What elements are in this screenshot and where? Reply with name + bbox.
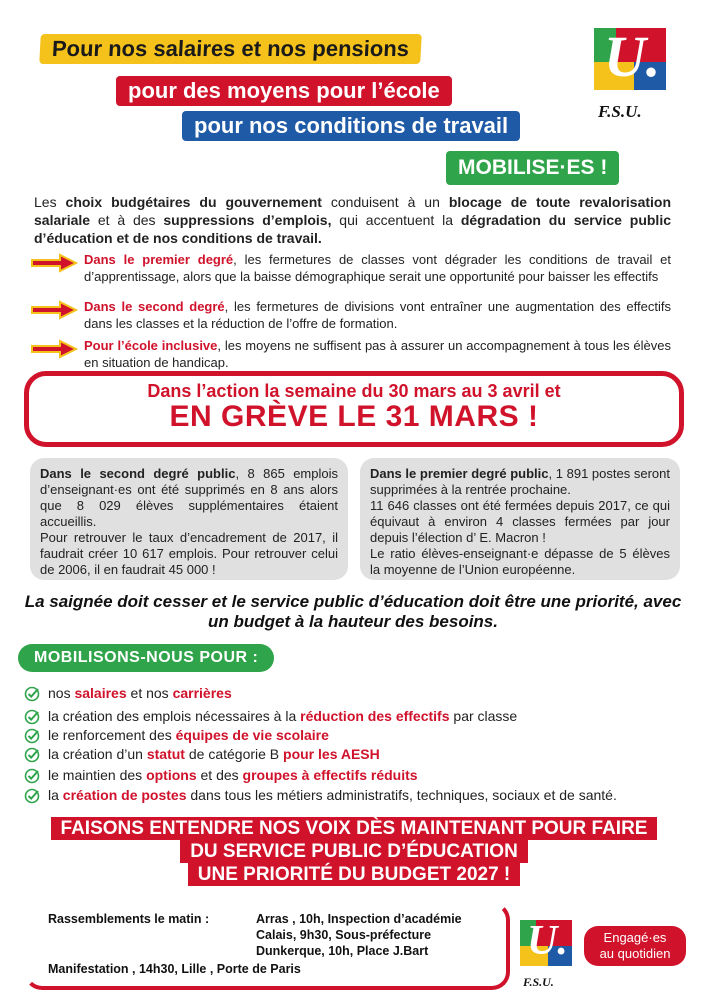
intro-paragraph: Les choix budgétaires du gouvernement conduisent à un blocage de toute revalorisation salariale et à des suppressions d’emplois, qui accentuent la dégradation du service public d’éducation et de nos conditions de travail. [34,194,672,246]
bullet-second-degre: Dans le second degré, les fermetures de divisions vont entraîner une augmentation des effectifs dans les classes et la réduction de l’offre de formation. [84,299,671,331]
manifestation-lille: Manifestation , 14h30, Lille , Porte de Paris [48,962,301,976]
engagees-badge: Engagé·es au quotidien [584,926,686,966]
action-strike-date: EN GRÈVE LE 31 MARS ! [169,400,539,433]
logo-name: F.S.U. [523,975,554,989]
mobilisons-heading: MOBILISONS-NOUS POUR : [18,644,274,672]
saignee-statement: La saignée doit cesser et le service public d’éducation doit être une priorité, avec un budget à la hauteur des besoins. [24,592,682,631]
logo-letter: U. [604,24,661,89]
info-box-premier-degre: Dans le premier degré public, 1 891 postes seront supprimées à la rentrée prochaine. 11 646 classes ont été fermées depuis 2017, ce qui équivaut à environ 4 classes fermées par jour depuis l’élection d’ E. Macron ! Le ratio élèves-enseignant·e dépasse de 5 élèves la moyenne de l’Union européenne. [360,458,680,580]
action-week: Dans l’action la semaine du 30 mars au 3 avril et [147,381,561,401]
rassemblement-arras: Arras , 10h, Inspection d’académie [256,912,462,926]
rassemblements-label: Rassemblements le matin : [48,912,210,926]
fsu-logo-bottom [520,920,572,994]
list-item: la création d’un statut de catégorie B pour les AESH [48,746,380,762]
bullet-ecole-inclusive: Pour l’école inclusive, les moyens ne suffisent pas à assurer un accompagnement à tous les élèves en situation de handicap. [84,338,671,370]
list-item: le maintien des options et des groupes à effectifs réduits [48,767,418,783]
faisons-entendre-banner [20,817,688,886]
headline-moyens: pour des moyens pour l’école [116,76,452,106]
check-icon [24,728,40,744]
faisons-line-1: FAISONS ENTENDRE NOS VOIX DÈS MAINTENANT POUR FAIRE [51,817,658,840]
list-item: le renforcement des équipes de vie scolaire [48,727,329,743]
rassemblement-calais: Calais, 9h30, Sous-préfecture [256,928,432,942]
info-box-second-degre: Dans le second degré public, 8 865 emplois d’enseignant·es ont été supprimés en 8 ans alors que 8 029 élèves supplémentaires étaient accueillis. Pour retrouver le taux d’encadrement de 2017, il faudrait créer 10 617 emplois. Pour retrouver celui de 2006, il en faudrait 45 000 ! [30,458,348,580]
rassemblement-dunkerque: Dunkerque, 10h, Place J.Bart [256,944,429,958]
headline-conditions: pour nos conditions de travail [182,111,520,141]
arrow-icon [30,339,78,359]
list-item: nos salaires et nos carrières [48,685,232,701]
faisons-line-3: UNE PRIORITÉ DU BUDGET 2027 ! [188,863,521,886]
faisons-line-2: DU SERVICE PUBLIC D’ÉDUCATION [180,840,528,863]
logo-letter: U. [527,918,568,964]
headline-mobilise: MOBILISE·ES ! [446,151,619,185]
check-icon [24,788,40,804]
check-icon [24,768,40,784]
check-icon [24,709,40,725]
list-item: la création de postes dans tous les métiers administratifs, techniques, sociaux et de santé. [48,787,617,803]
arrow-icon [30,300,78,320]
check-icon [24,747,40,763]
arrow-icon [30,253,78,273]
list-item: la création des emplois nécessaires à la réduction des effectifs par classe [48,708,518,724]
fsu-logo-top [594,24,666,126]
headline-salaires: Pour nos salaires et nos pensions [39,34,422,64]
check-icon [24,686,40,702]
logo-name: F.S.U. [598,102,642,121]
bullet-premier-degre: Dans le premier degré, les fermetures de classes vont dégrader les conditions de travail et d’apprentissage, alors que la baisse démographique serait une opportunité pour baisser les effectifs [84,252,671,284]
